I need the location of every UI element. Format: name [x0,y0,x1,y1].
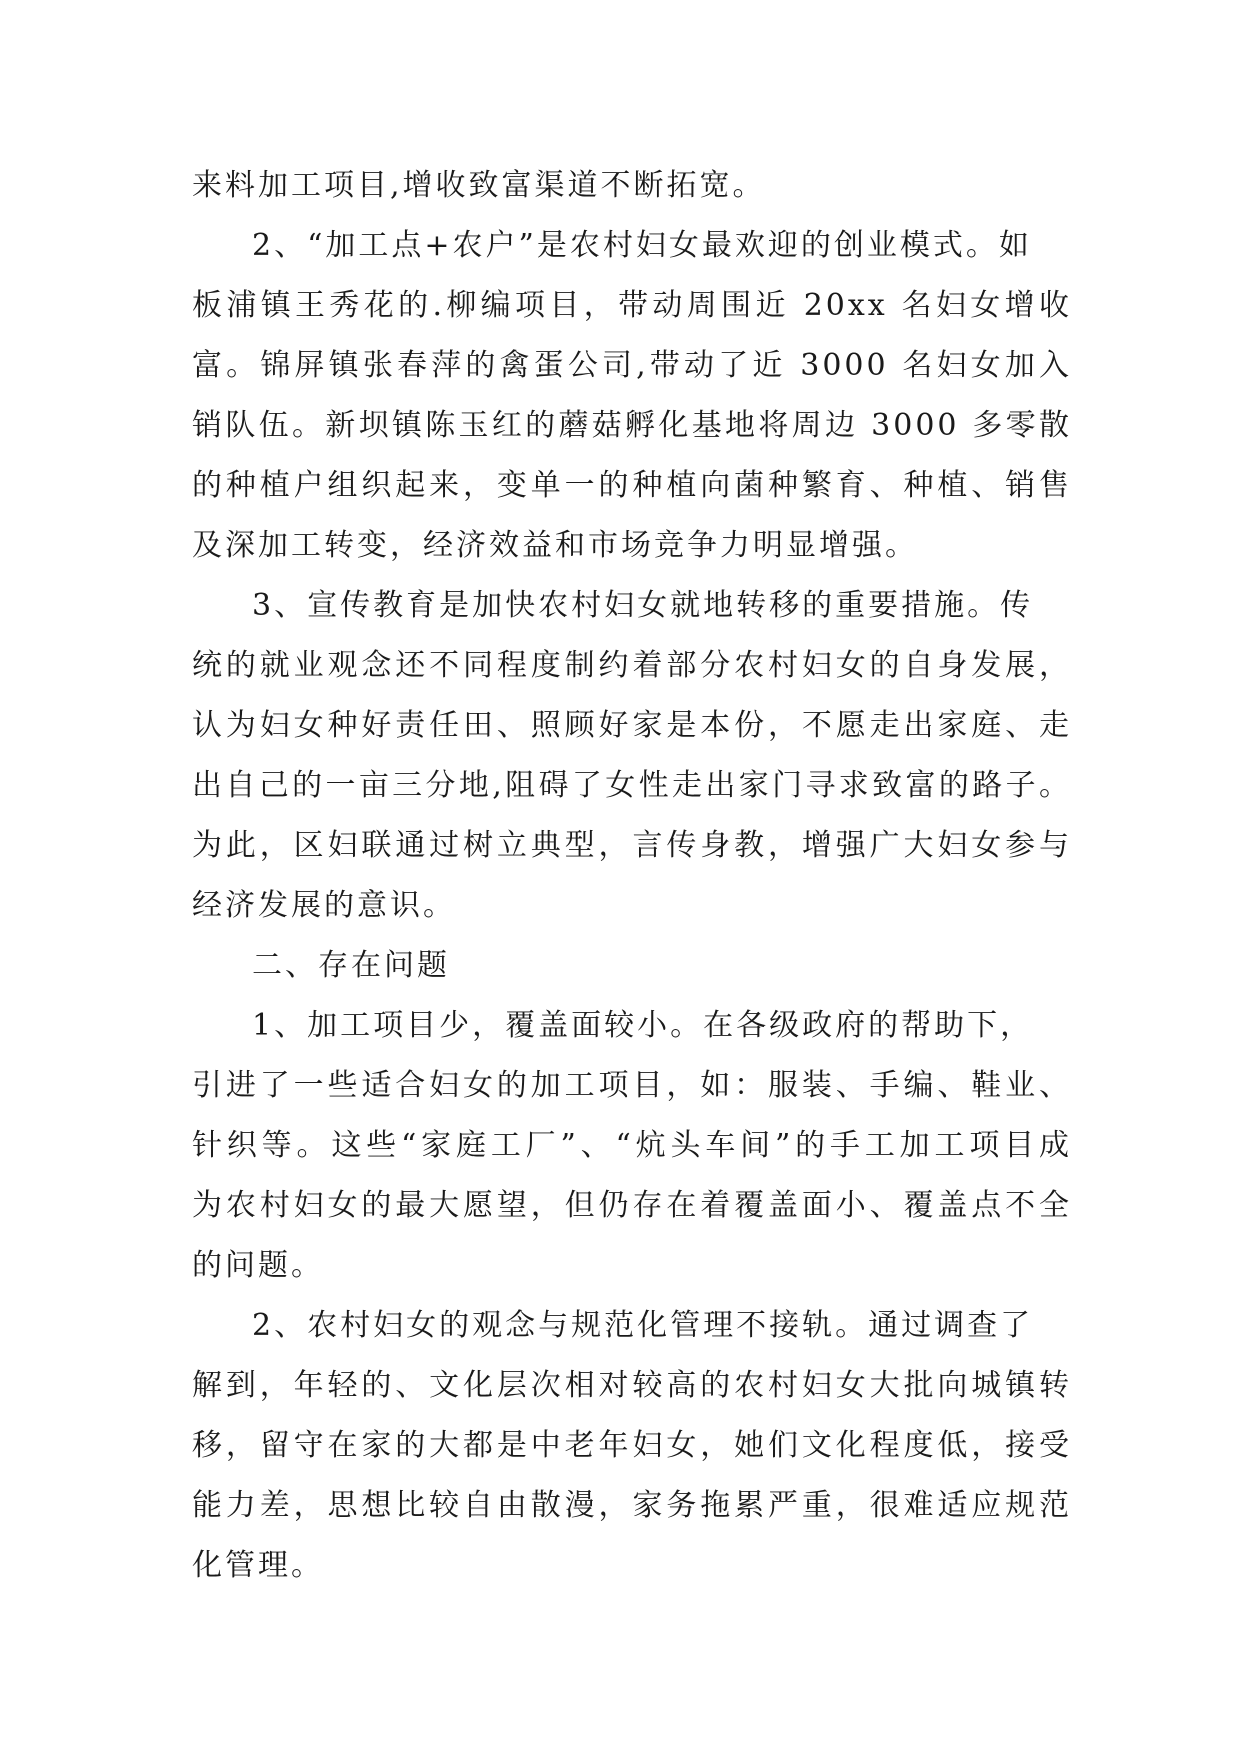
text-line: 引进了一些适合妇女的加工项目，如：服装、手编、鞋业、 [192,1068,1072,1103]
text-line: 解到，年轻的、文化层次相对较高的农村妇女大批向城镇转 [192,1368,1072,1403]
text-line: 针织等。这些“家庭工厂”、“炕头车间”的手工加工项目成 [192,1128,1072,1163]
text-line: 出自己的一亩三分地,阻碍了女性走出家门寻求致富的路子。 [192,768,1072,803]
paragraph-start-line: 2、“加工点+农户”是农村妇女最欢迎的创业模式。如 [252,228,1032,263]
text-line: 为此，区妇联通过树立典型，言传身教，增强广大妇女参与 [192,828,1072,863]
section-heading: 二、存在问题 [252,948,450,983]
text-line: 能力差，思想比较自由散漫，家务拖累严重，很难适应规范 [192,1488,1072,1523]
text-line: 来料加工项目,增收致富渠道不断拓宽。 [192,168,766,203]
text-line: 及深加工转变，经济效益和市场竞争力明显增强。 [192,528,918,563]
text-line: 移，留守在家的大都是中老年妇女，她们文化程度低，接受 [192,1428,1072,1463]
text-line: 为农村妇女的最大愿望，但仍存在着覆盖面小、覆盖点不全 [192,1188,1072,1223]
text-line: 的问题。 [192,1248,324,1283]
text-line: 的种植户组织起来，变单一的种植向菌种繁育、种植、销售 [192,468,1072,503]
text-line: 统的就业观念还不同程度制约着部分农村妇女的自身发展， [192,648,1072,683]
paragraph-start-line: 1、加工项目少，覆盖面较小。在各级政府的帮助下， [252,1008,1034,1043]
text-line: 认为妇女种好责任田、照顾好家是本份，不愿走出家庭、走 [192,708,1072,743]
text-line: 经济发展的意识。 [192,888,456,923]
text-line: 销队伍。新坝镇陈玉红的蘑菇孵化基地将周边 3000 多零散 [192,408,1072,443]
text-line: 板浦镇王秀花的.柳编项目，带动周围近 20xx 名妇女增收 [192,288,1072,323]
text-line: 富。锦屏镇张春萍的禽蛋公司,带动了近 3000 名妇女加入 [192,348,1072,383]
text-line: 化管理。 [192,1548,324,1583]
paragraph-start-line: 2、农村妇女的观念与规范化管理不接轨。通过调查了 [252,1308,1034,1343]
document-body [192,156,1072,1596]
paragraph-start-line: 3、宣传教育是加快农村妇女就地转移的重要措施。传 [252,588,1034,623]
